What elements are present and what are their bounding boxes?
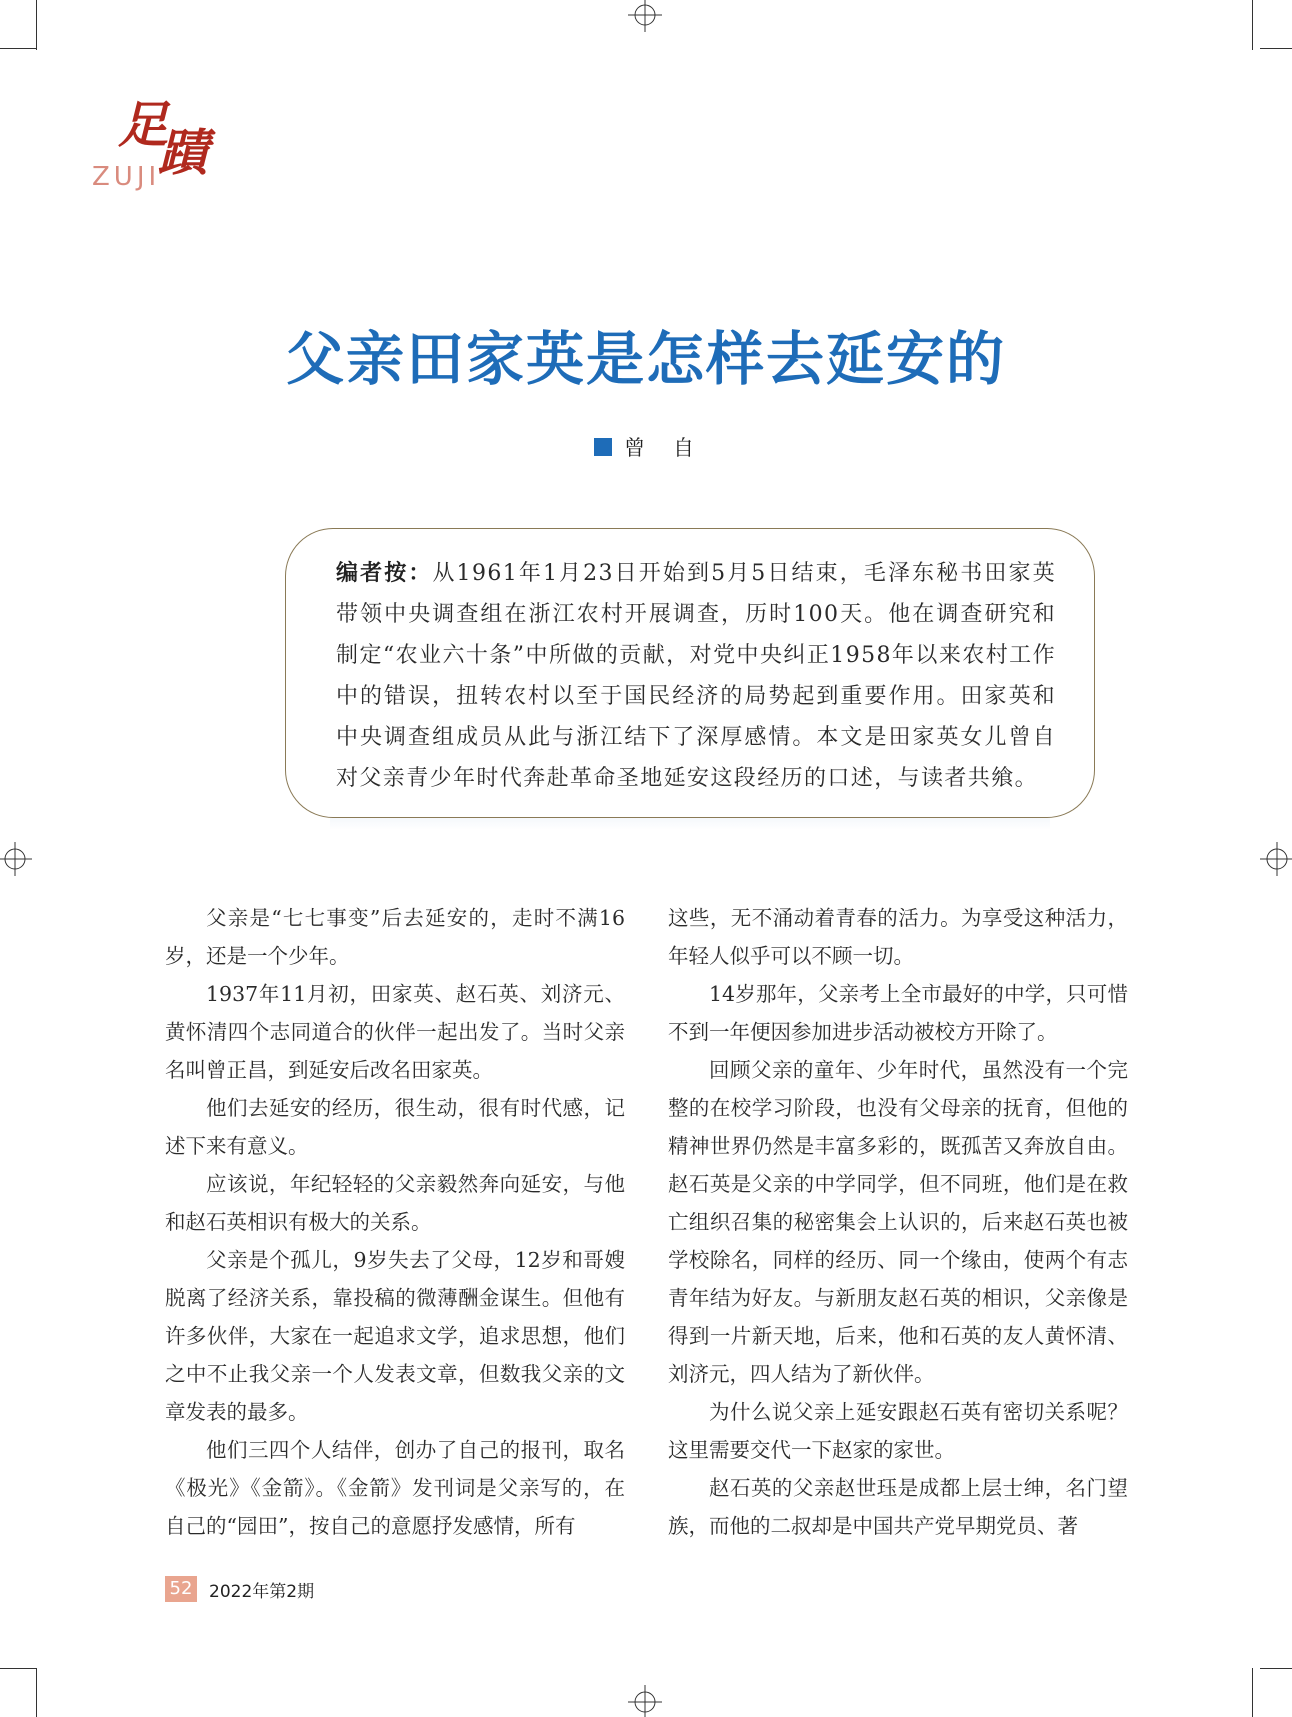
editor-note-text: [336, 553, 1056, 799]
crop-mark: [1252, 1668, 1253, 1717]
paragraph: 他们去延安的经历，很生动，很有时代感，记述下来有意义。: [165, 1096, 625, 1158]
paragraph: 父亲是个孤儿，9岁失去了父母，12岁和哥嫂脱离了经济关系，靠投稿的微薄酬金谋生。但他有许多伙伴，大家在一起追求文学，追求思想，他们之中不止我父亲一个人发表文章，但数我父亲的文章发表的最多。: [165, 1248, 625, 1424]
section-logo: [92, 95, 232, 200]
editor-note-body: 从1961年1月23日开始到5月5日结束，毛泽东秘书田家英带领中央调查组在浙江农村开展调查，历时100天。他在调查研究和制定“农业六十条”中所做的贡献，对党中央纠正1958年以来农村工作中的错误，扭转农村以至于国民经济的局势起到重要作用。田家英和中央调查组成员从此与浙江结下了深厚感情。本文是田家英女儿曾自对父亲青少年时代奔赴革命圣地延安这段经历的口述，与读者共飨。: [336, 561, 1056, 791]
paragraph: 1937年11月初，田家英、赵石英、刘济元、黄怀清四个志同道合的伙伴一起出发了。当时父亲名叫曾正昌，到延安后改名田家英。: [165, 982, 625, 1082]
article-title: 父亲田家英是怎样去延安的: [285, 325, 1006, 393]
crop-mark: [0, 1668, 36, 1669]
registration-mark-icon: [1258, 842, 1292, 876]
registration-mark-icon: [0, 842, 34, 876]
crop-mark: [1260, 48, 1292, 49]
crop-mark: [36, 0, 37, 50]
paragraph: 应该说，年纪轻轻的父亲毅然奔向延安，与他和赵石英相识有极大的关系。: [165, 1172, 625, 1234]
registration-mark-icon: [628, 1683, 662, 1717]
issue-label: 2022年第2期: [209, 1581, 315, 1602]
page-number: 52: [165, 1576, 197, 1602]
crop-mark: [36, 1668, 37, 1717]
paragraph: 为什么说父亲上延安跟赵石英有密切关系呢？这里需要交代一下赵家的家世。: [668, 1400, 1128, 1462]
paragraph-continued: 这些，无不涌动着青春的活力。为享受这种活力，年轻人似乎可以不顾一切。: [668, 906, 1128, 968]
paragraph: 14岁那年，父亲考上全市最好的中学，只可惜不到一年便因参加进步活动被校方开除了。: [668, 982, 1128, 1044]
section-logo-char: 足: [118, 95, 168, 154]
byline-square-icon: [594, 438, 612, 456]
paragraph: 回顾父亲的童年、少年时代，虽然没有一个完整的在校学习阶段，也没有父母亲的抚育，但他的精神世界仍然是丰富多彩的，既孤苦又奔放自由。赵石英是父亲的中学同学，但不同班，他们是在救亡组织召集的秘密集会上认识的，后来赵石英也被学校除名，同样的经历、同一个缘由，使两个有志青年结为好友。与新朋友赵石英的相识，父亲像是得到一片新天地，后来，他和石英的友人黄怀清、刘济元，四人结为了新伙伴。: [668, 1058, 1128, 1386]
paragraph: 父亲是“七七事变”后去延安的，走时不满16岁，还是一个少年。: [165, 906, 625, 968]
page-footer: [165, 1576, 314, 1602]
paragraph: 赵石英的父亲赵世珏是成都上层士绅，名门望族，而他的二叔却是中国共产党早期党员、著: [668, 1476, 1128, 1538]
byline: [594, 432, 722, 462]
body-column-left: [165, 899, 625, 1545]
byline-author: 曾自: [624, 436, 722, 460]
body-column-right: [668, 899, 1128, 1545]
editor-note-box: [285, 528, 1095, 818]
crop-mark: [0, 48, 36, 49]
crop-mark: [1252, 0, 1253, 50]
paragraph: 他们三四个人结伴，创办了自己的报刊，取名《极光》《金箭》。《金箭》发刊词是父亲写的，在自己的“园田”，按自己的意愿抒发感情，所有: [165, 1438, 625, 1538]
crop-mark: [1260, 1668, 1292, 1669]
section-logo-latin: ZUJI: [92, 162, 161, 192]
registration-mark-icon: [628, 0, 662, 34]
section-logo-char: 蹟: [158, 123, 208, 182]
editor-note-label: 编者按：: [336, 561, 433, 586]
